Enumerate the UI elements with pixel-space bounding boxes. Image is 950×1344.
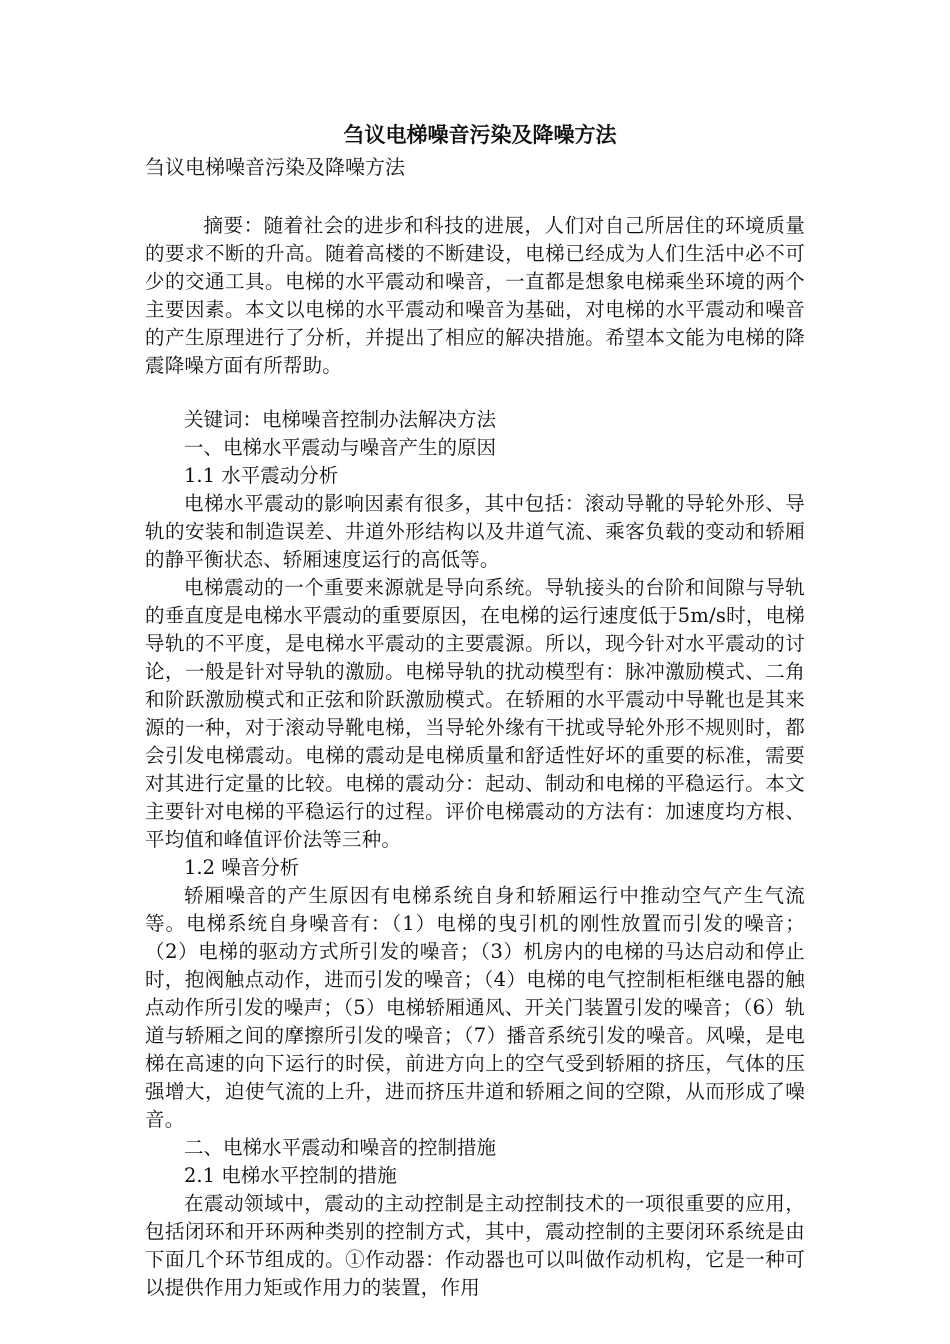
document-title: 刍议电梯噪音污染及降噪方法: [343, 122, 617, 147]
section-heading-2: 二、电梯水平震动和噪音的控制措施: [184, 1136, 497, 1159]
body-paragraph: 电梯震动的一个重要来源就是导向系统。导轨接头的台阶和间隙与导轨的垂直度是电梯水平震动的重要原因，在电梯的运行速度低于5m/s时，电梯导轨的不平度，是电梯水平震动的主要震源。所以，现今针对水平震动的讨论，一般是针对导轨的激励。电梯导轨的扰动模型有：脉冲激励模式、二角和阶跃激励模式和正弦和阶跃激励模式。在轿厢的水平震动中导靴也是其来源的一种，对于滚动导靴电梯，当导轮外缘有干扰或导轮外形不规则时，都会引发电梯震动。电梯的震动是电梯质量和舒适性好坏的重要的标准，需要对其进行定量的比较。电梯的震动分：起动、制动和电梯的平稳运行。本文主要针对电梯的平稳运行的过程。评价电梯震动的方法有：加速度均方根、平均值和峰值评价法等三种。: [145, 576, 805, 851]
document-subtitle: 刍议电梯噪音污染及降噪方法: [145, 155, 405, 179]
body-paragraph: 电梯水平震动的影响因素有很多，其中包括：滚动导靴的导轮外形、导轨的安装和制造误差、井道外形结构以及井道气流、乘客负载的变动和轿厢的静平衡状态、轿厢速度运行的高低等。: [145, 492, 805, 571]
body-paragraph: 轿厢噪音的产生原因有电梯系统自身和轿厢运行中推动空气产生气流等。电梯系统自身噪音有：（1）电梯的曳引机的刚性放置而引发的噪音；（2）电梯的驱动方式所引发的噪音；（3）机房内的电梯的马达启动和停止时，抱阀触点动作，进而引发的噪音；（4）电梯的电气控制柜柜继电器的触点动作所引发的噪声；（5）电梯轿厢通风、开关门装置引发的噪音；（6）轨道与轿厢之间的摩擦所引发的噪音；（7）播音系统引发的噪音。风噪，是电梯在高速的向下运行的时侯，前进方向上的空气受到轿厢的挤压，气体的压强增大，迫使气流的上升，进而挤压井道和轿厢之间的空隙，从而形成了噪音。: [145, 884, 805, 1131]
body-paragraph: 在震动领域中，震动的主动控制是主动控制技术的一项很重要的应用，包括闭环和开环两种类别的控制方式，其中，震动控制的主要闭环系统是由下面几个环节组成的。①作动器：作动器也可以叫做作动机构，它是一种可以提供作用力矩或作用力的装置，作用: [145, 1192, 805, 1299]
section-heading-1: 一、电梯水平震动与噪音产生的原因: [184, 436, 497, 459]
blank-line: [145, 182, 805, 212]
subsection-heading-2-1: 2.1 电梯水平控制的措施: [184, 1164, 397, 1187]
subsection-heading-1-1: 1.1 水平震动分析: [184, 464, 339, 487]
blank-line: [145, 380, 805, 406]
abstract-paragraph: 摘要：随着社会的进步和科技的进展，人们对自己所居住的环境质量的要求不断的升高。随着高楼的不断建设，电梯已经成为人们生活中必不可少的交通工具。电梯的水平震动和噪音，一直都是想象电梯乘坐环境的两个主要因素。本文以电梯的水平震动和噪音为基础，对电梯的水平震动和噪音的产生原理进行了分析，并提出了相应的解决措施。希望本文能为电梯的降震降噪方面有所帮助。: [145, 214, 805, 377]
subsection-heading-1-2: 1.2 噪音分析: [184, 856, 300, 879]
document-page: [145, 118, 805, 1302]
keywords-line: 关键词：电梯噪音控制办法解决方法: [184, 408, 497, 431]
